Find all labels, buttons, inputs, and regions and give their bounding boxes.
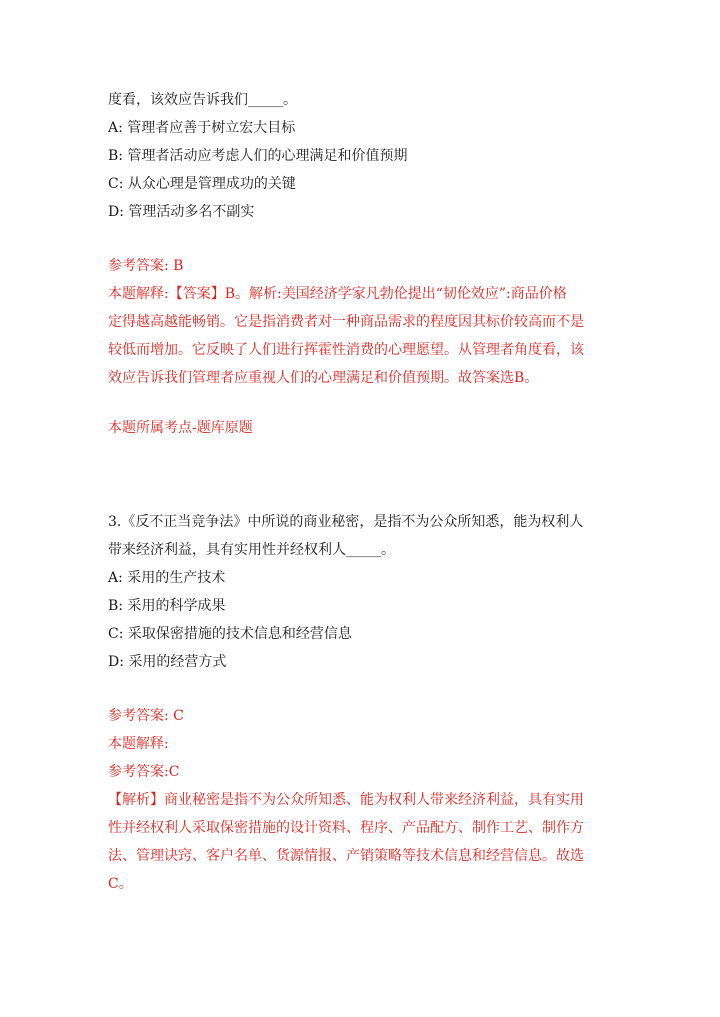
- document-page: [108, 86, 618, 898]
- reference-answer: 参考答案: C: [108, 708, 184, 724]
- option-c: C: 从众心理是管理成功的关键: [108, 176, 296, 192]
- explanation-line: 效应告诉我们管理者应重视人们的心理满足和价值预期。故答案选B。: [108, 370, 539, 386]
- option-a: A: 管理者应善于树立宏大目标: [108, 120, 296, 136]
- option-d: D: 采用的经营方式: [108, 654, 227, 670]
- option-b: B: 管理者活动应考虑人们的心理满足和价值预期: [108, 148, 408, 164]
- explanation-line: 较低而增加。它反映了人们进行挥霍性消费的心理愿望。从管理者角度看，该: [108, 342, 584, 358]
- analysis-line: C。: [108, 876, 133, 892]
- question-stem: 3.《反不正当竞争法》中所说的商业秘密，是指不为公众所知悉，能为权利人: [108, 514, 584, 530]
- explanation-line: 本题解释:【答案】B。解析:美国经济学家凡勃伦提出“韧伦效应”:商品价格: [108, 286, 567, 302]
- reference-answer-repeat: 参考答案:C: [108, 764, 180, 780]
- option-b: B: 采用的科学成果: [108, 598, 226, 614]
- analysis-line: 法、管理诀窍、客户名单、货源情报、产销策略等技术信息和经营信息。故选: [108, 848, 584, 864]
- option-d: D: 管理活动多名不副实: [108, 204, 255, 220]
- analysis-line: 【解析】商业秘密是指不为公众所知悉、能为权利人带来经济利益，具有实用: [108, 792, 584, 808]
- option-a: A: 采用的生产技术: [108, 570, 226, 586]
- analysis-line: 性并经权利人采取保密措施的设计资料、程序、产品配方、制作工艺、制作方: [108, 820, 584, 836]
- question-stem-tail: 度看，该效应告诉我们_____。: [108, 92, 297, 108]
- explanation-label: 本题解释:: [108, 736, 169, 752]
- reference-answer: 参考答案: B: [108, 258, 184, 274]
- question-source: 本题所属考点-题库原题: [108, 420, 253, 436]
- option-c: C: 采取保密措施的技术信息和经营信息: [108, 626, 352, 642]
- question-stem: 带来经济利益，具有实用性并经权利人_____。: [108, 542, 395, 558]
- explanation-line: 定得越高越能畅销。它是指消费者对一种商品需求的程度因其标价较高而不是: [108, 314, 584, 330]
